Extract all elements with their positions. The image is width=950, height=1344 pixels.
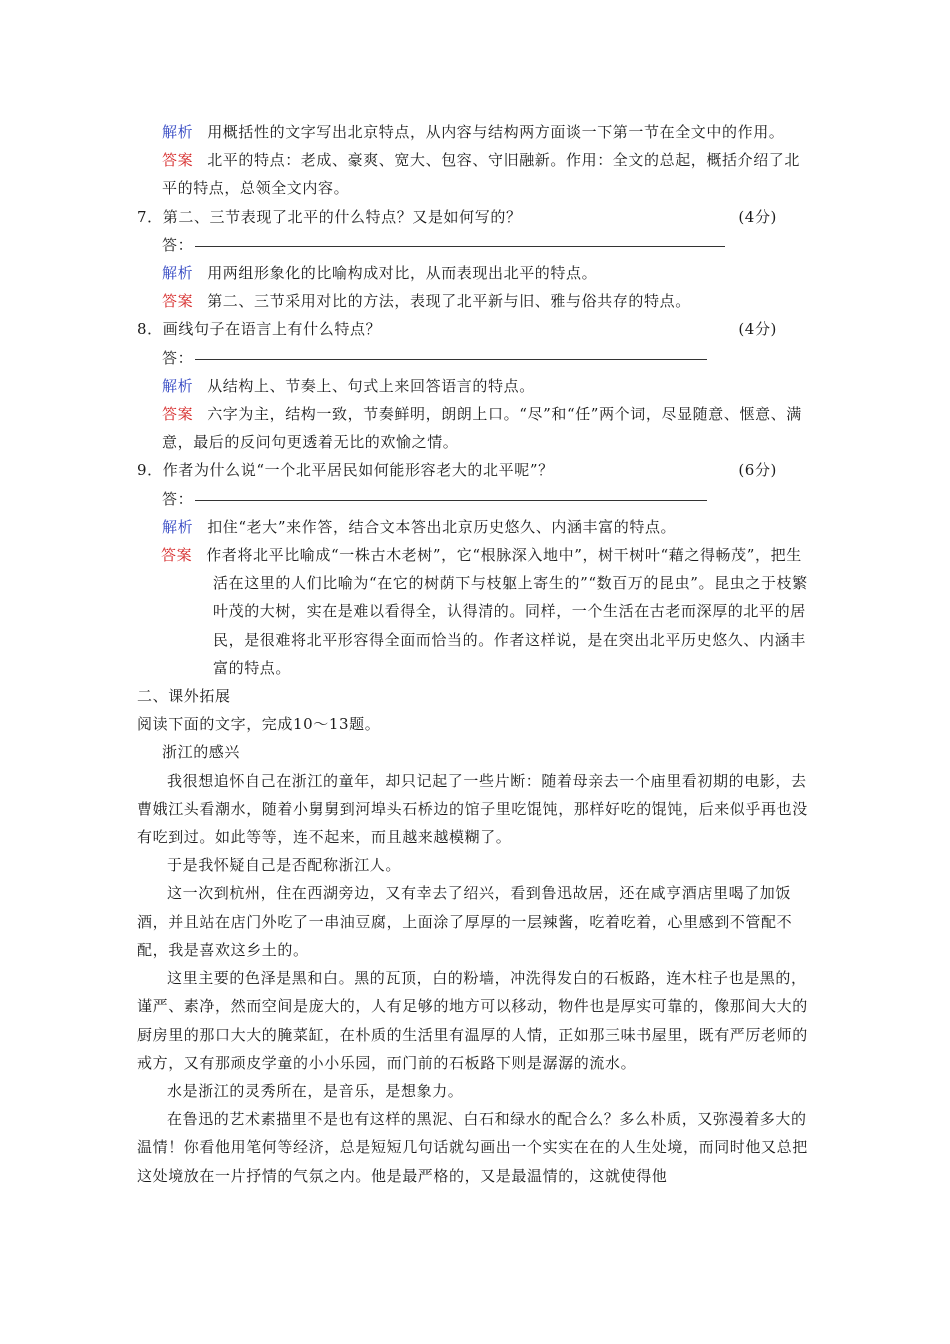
analysis-label: 解析 [162, 123, 194, 141]
question-score: (4分) [738, 320, 777, 339]
answer-blank[interactable] [195, 499, 707, 501]
question-text: 画线句子在语言上有什么特点？ [162, 320, 382, 339]
article-paragraph: 我很想追怀自己在浙江的童年，却只记起了一些片断：随着母亲去一个庙里看初期的电影，去曹娥江头看潮水，随着小舅舅到河埠头石桥边的馆子里吃馄饨，那样好吃的馄饨，后来似乎再也没有吃到过。如此等等，连不起来，而且越来越模糊了。 [137, 771, 808, 847]
answer-line-8 [137, 344, 815, 372]
question-text: 作者为什么说“一个北平居民如何能形容老大的北平呢”？ [162, 461, 554, 480]
article-paragraph: 这一次到杭州，住在西湖旁边，又有幸去了绍兴，看到鲁迅故居，还在咸亨酒店里喝了加饭酒，并且站在店门外吃了一串油豆腐，上面涂了厚厚的一层辣酱，吃着吃着，心里感到不管配不配，我是喜欢这乡土的。 [137, 884, 793, 959]
answer-text: 第二、三节采用对比的方法，表现了北平新与旧、雅与俗共存的特点。 [207, 292, 691, 311]
analysis-7 [137, 259, 815, 287]
document-content [137, 118, 815, 1190]
analysis-8 [137, 372, 815, 400]
analysis-9 [137, 513, 815, 541]
analysis-text: 用两组形象化的比喻构成对比，从而表现出北平的特点。 [207, 264, 598, 283]
answer-text: 作者将北平比喻成“一株古木老树”，它“根脉深入地中”，树干树叶“藉之得畅茂”，把生活在这里的人们比喻为“在它的树荫下与枝躯上寄生的”“数百万的昆虫”。昆虫之于枝繁叶茂的大树，实在是难以看得全，认得清的。同样，一个生活在古老而深厚的北平的居民，是很难将北平形容得全面而恰当的。作者这样说，是在突出北平历史悠久、内涵丰富的特点。 [206, 546, 808, 677]
article-paragraph: 水是浙江的灵秀所在，是音乐，是想象力。 [167, 1081, 464, 1100]
article-paragraph: 在鲁迅的艺术素描里不是也有这样的黑泥、白石和绿水的配合么？多么朴质，又弥漫着多大的温情！你看他用笔何等经济，总是短短几句话就勾画出一个实实在在的人生处境，而同时他又总把这处境放在一片抒情的气氛之内。他是最严格的，又是最温情的，这就使得他 [137, 1110, 808, 1185]
question-9 [137, 456, 815, 484]
answer-label: 答案 [162, 292, 194, 311]
question-8 [137, 315, 815, 343]
article-title: 浙江的感兴 [162, 743, 241, 762]
question-number: 8． [137, 320, 163, 339]
answer-line-7 [137, 231, 815, 259]
answer-text: 六字为主，结构一致，节奏鲜明，朗朗上口。“尽”和“任”两个词，尽显随意、惬意、满意，最后的反问句更透着无比的欢愉之情。 [162, 405, 802, 452]
question-number: 7． [137, 207, 163, 226]
article-paragraph: 于是我怀疑自己是否配称浙江人。 [167, 856, 402, 875]
question-7 [137, 203, 815, 231]
question-score: (4分) [738, 207, 777, 226]
analysis-text: 用概括性的文字写出北京特点，从内容与结构两方面谈一下第一节在全文中的作用。 [207, 123, 785, 141]
question-text: 第二、三节表现了北平的什么特点？又是如何写的？ [162, 207, 522, 226]
answer-block [137, 146, 815, 202]
analysis-label: 解析 [162, 264, 194, 283]
answer-label: 答案 [161, 546, 193, 565]
answer-prefix: 答： [162, 235, 194, 254]
analysis-label: 解析 [162, 376, 194, 395]
answer-8 [137, 400, 815, 456]
answer-blank[interactable] [195, 245, 725, 247]
answer-blank[interactable] [195, 358, 707, 360]
answer-prefix: 答： [162, 348, 194, 367]
section-instruction: 阅读下面的文字，完成10～13题。 [137, 715, 381, 734]
question-number: 9． [137, 461, 163, 480]
article-paragraph: 这里主要的色泽是黑和白。黑的瓦顶，白的粉墙，冲洗得发白的石板路，连木柱子也是黑的，谨严、素净，然而空间是庞大的，人有足够的地方可以移动，物件也是厚实可靠的，像那间大大的厨房里的那口大大的腌菜缸，在朴质的生活里有温厚的人情，正如那三味书屋里，既有严厉老师的戒方，又有那顽皮学童的小小乐园，而门前的石板路下则是潺潺的流水。 [137, 969, 808, 1072]
question-score: (6分) [738, 461, 777, 480]
answer-label: 答案 [162, 405, 194, 424]
answer-label: 答案 [162, 151, 194, 170]
analysis-text: 从结构上、节奏上、句式上来回答语言的特点。 [207, 376, 535, 395]
section-heading: 二、课外拓展 [137, 687, 231, 706]
answer-prefix: 答： [162, 489, 194, 508]
analysis-text: 扣住“老大”来作答，结合文本答出北京历史悠久、内涵丰富的特点。 [207, 517, 677, 536]
answer-9 [137, 541, 815, 682]
analysis-block [137, 118, 815, 146]
answer-7 [137, 287, 815, 315]
analysis-label: 解析 [162, 517, 194, 536]
answer-text: 北平的特点：老成、豪爽、宽大、包容、守旧融新。作用：全文的总起，概括介绍了北平的特点，总领全文内容。 [162, 151, 801, 198]
answer-line-9 [137, 485, 815, 513]
